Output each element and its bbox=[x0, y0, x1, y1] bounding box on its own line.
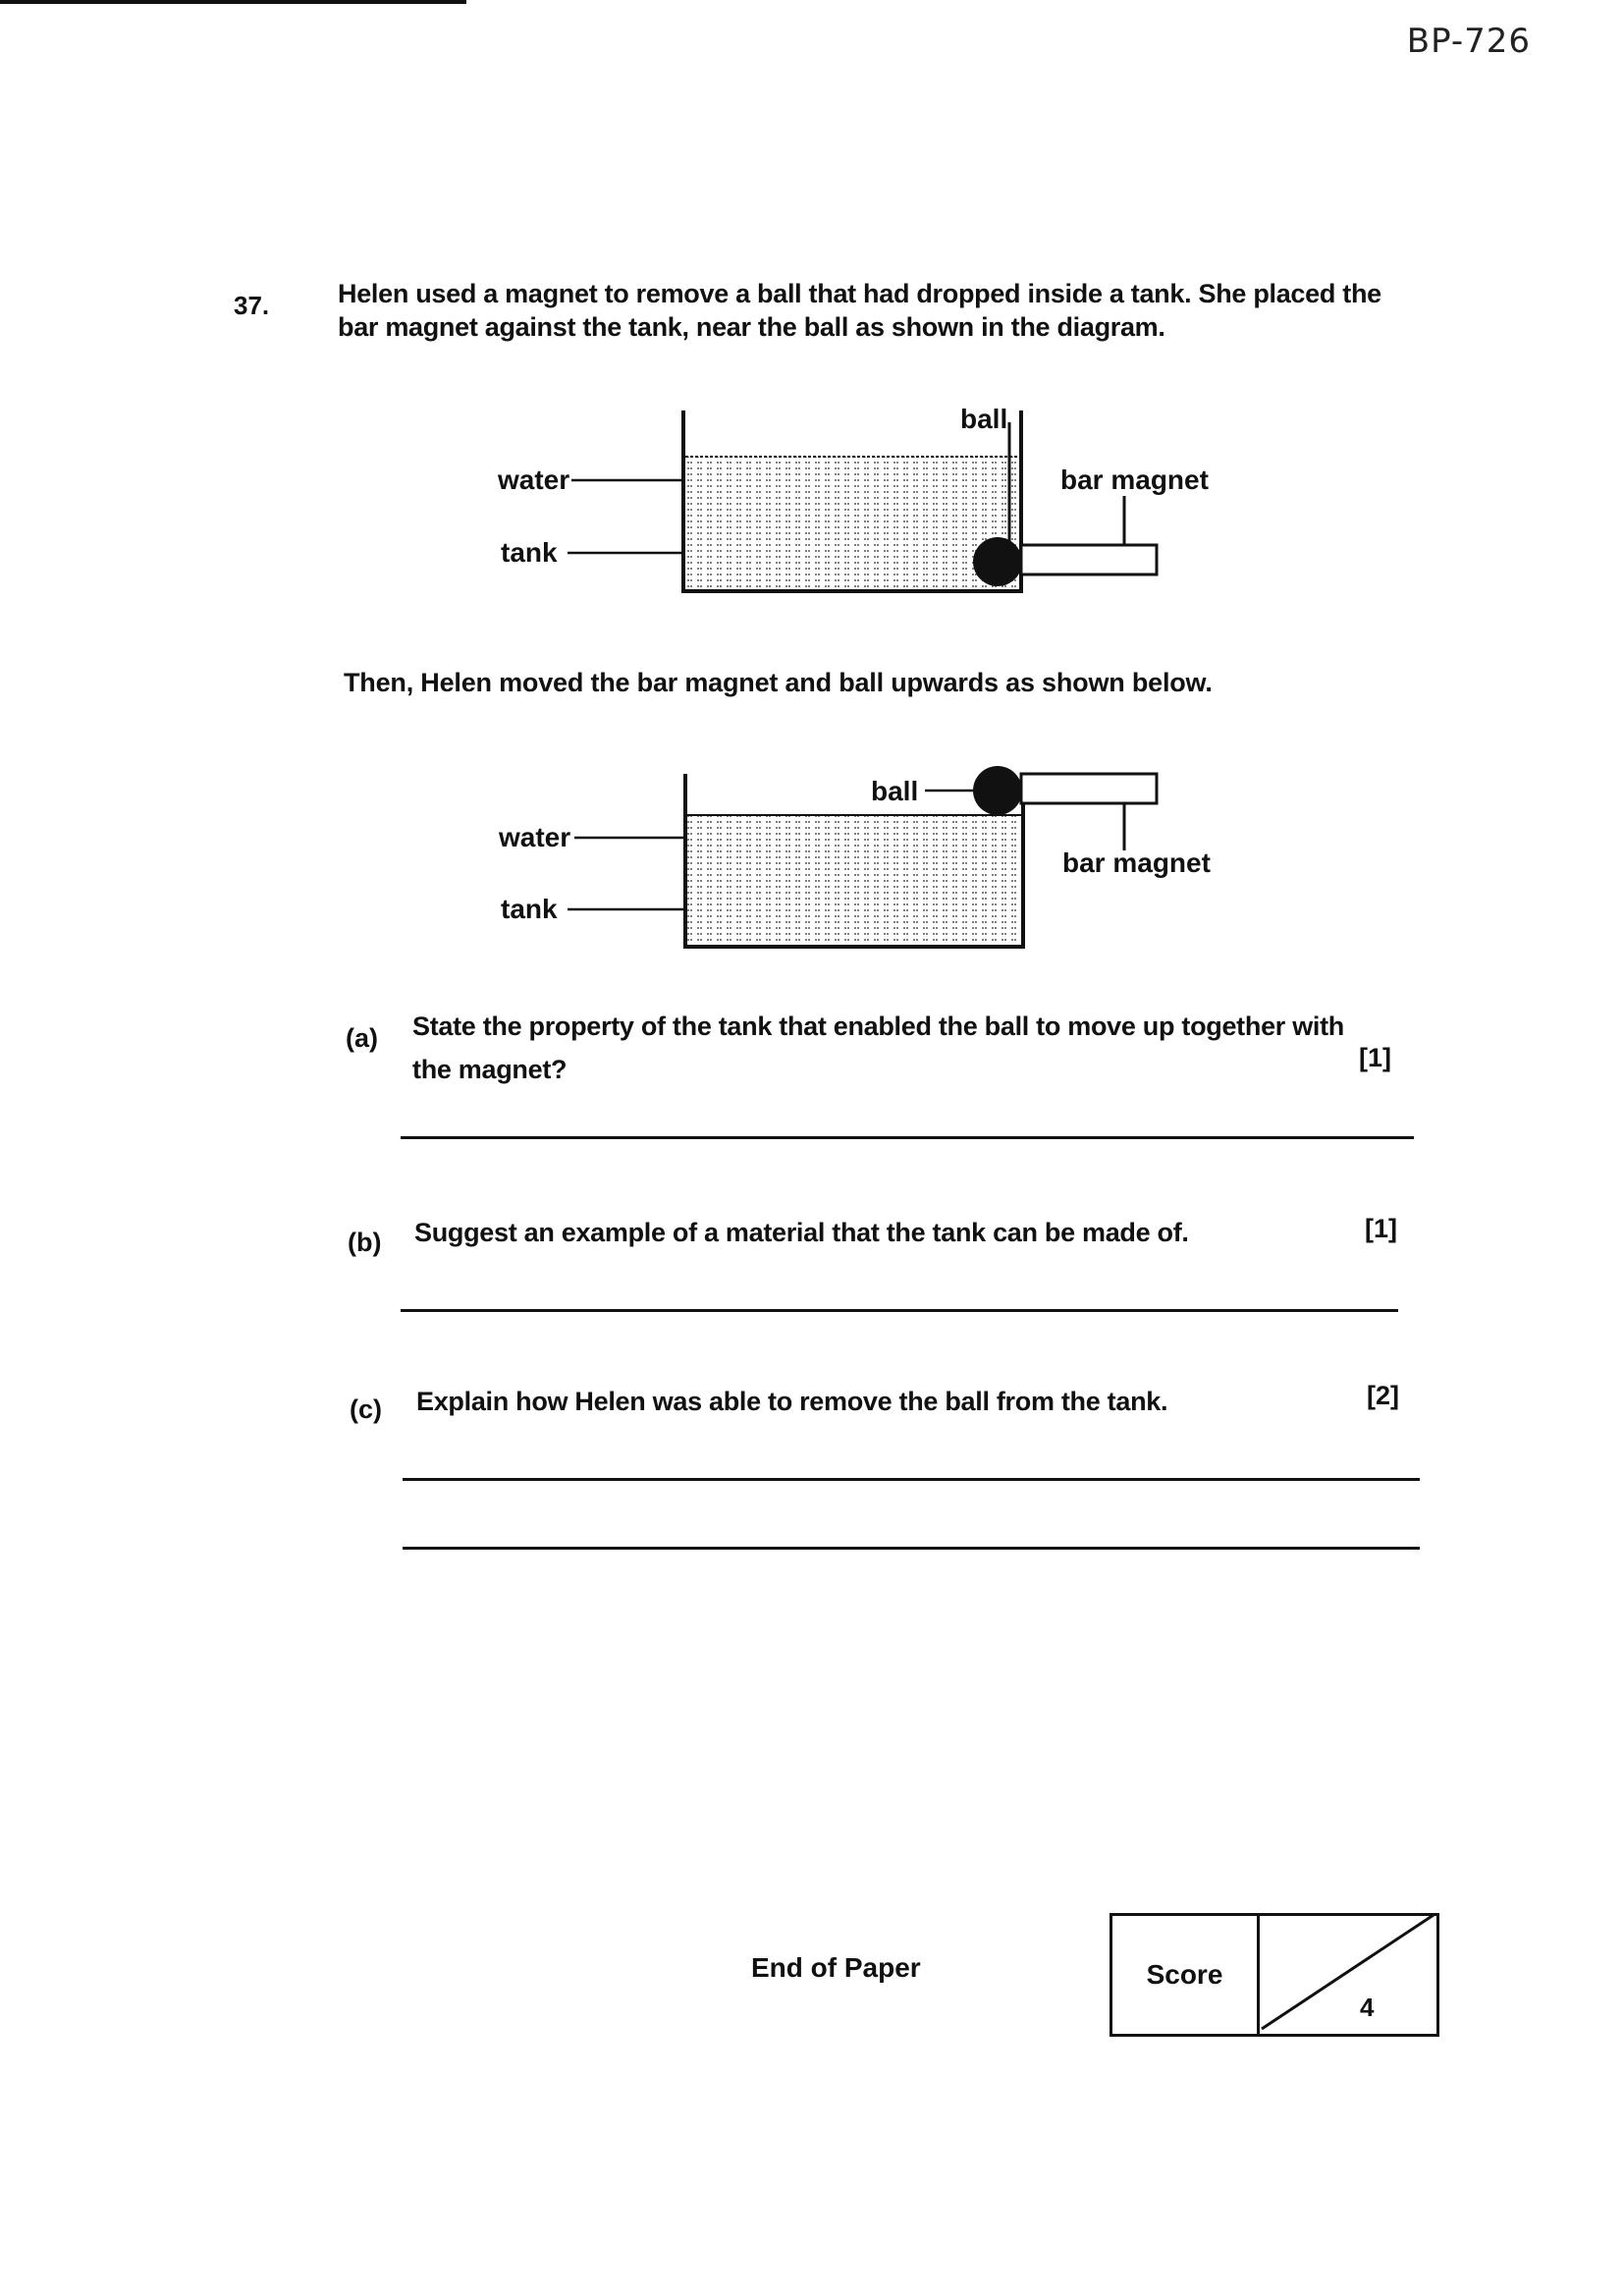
score-box bbox=[1110, 1913, 1439, 2037]
ball-2 bbox=[973, 766, 1022, 815]
water-area-2 bbox=[687, 815, 1021, 945]
end-of-paper: End of Paper bbox=[751, 1952, 921, 1983]
score-label: Score bbox=[1112, 1916, 1260, 2034]
part-a-text-line2: the magnet? bbox=[412, 1055, 568, 1084]
part-c-marks: [2] bbox=[1367, 1381, 1399, 1410]
answer-line-b[interactable] bbox=[401, 1309, 1398, 1312]
tank-label-2: tank bbox=[501, 894, 558, 924]
water-area-1 bbox=[685, 457, 1019, 589]
water-label-1: water bbox=[498, 465, 570, 495]
part-a-text-line1: State the property of the tank that enabled the ball to move up together with bbox=[412, 1011, 1344, 1041]
part-c-text: Explain how Helen was able to remove the ball from the tank. bbox=[416, 1387, 1168, 1416]
ball-label-2: ball bbox=[871, 776, 919, 806]
part-b-label: (b) bbox=[348, 1228, 382, 1257]
answer-line-c1[interactable] bbox=[403, 1478, 1420, 1481]
bar-magnet-2 bbox=[1021, 774, 1157, 803]
part-a-label: (a) bbox=[346, 1023, 378, 1053]
tank-label-1: tank bbox=[501, 537, 558, 568]
bar-magnet-1 bbox=[1021, 545, 1157, 574]
bar-magnet-label-2: bar magnet bbox=[1062, 847, 1211, 878]
question-number: 37. bbox=[234, 291, 270, 320]
part-a-marks: [1] bbox=[1359, 1043, 1391, 1072]
question-stem: Helen used a magnet to remove a ball that had dropped inside a tank. She placed the bar magnet against the tank, near the ball as shown in the diagram. bbox=[338, 279, 1381, 342]
diagram-2 bbox=[498, 766, 1211, 947]
part-b-marks: [1] bbox=[1365, 1214, 1397, 1243]
ball-label-1: ball bbox=[960, 404, 1008, 434]
bar-magnet-label-1: bar magnet bbox=[1060, 465, 1209, 495]
answer-line-a[interactable] bbox=[401, 1136, 1414, 1139]
answer-line-c2[interactable] bbox=[403, 1547, 1420, 1550]
score-max: 4 bbox=[1360, 1993, 1375, 2022]
diagram-1 bbox=[497, 404, 1209, 591]
part-c-label: (c) bbox=[350, 1394, 382, 1424]
paper-code: BP-726 bbox=[1406, 22, 1531, 61]
part-b-text: Suggest an example of a material that the tank can be made of. bbox=[414, 1218, 1189, 1247]
ball-1 bbox=[973, 537, 1022, 586]
transition-text: Then, Helen moved the bar magnet and ball upwards as shown below. bbox=[344, 668, 1213, 697]
water-label-2: water bbox=[499, 822, 571, 852]
